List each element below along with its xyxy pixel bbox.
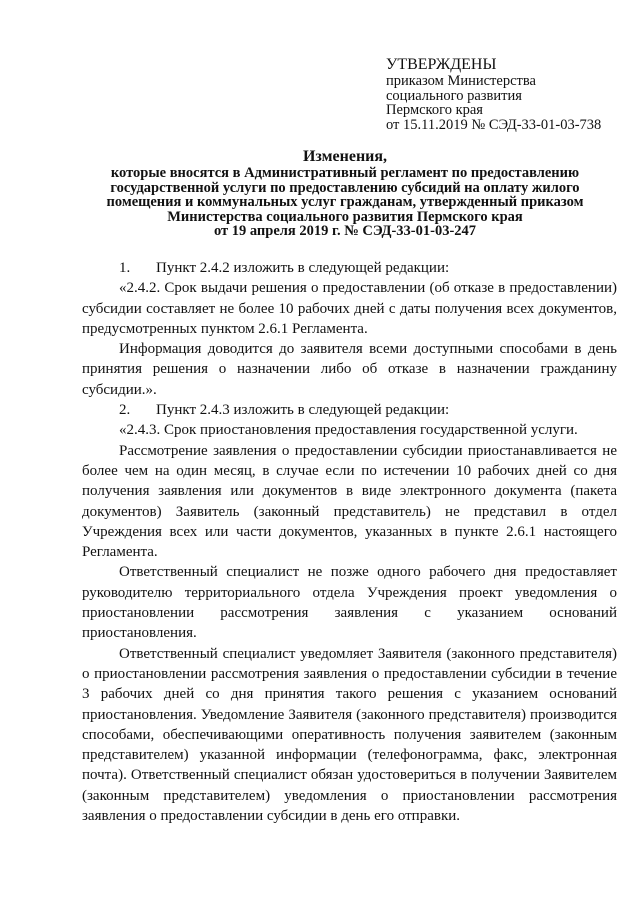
approval-line: социального развития <box>386 87 522 104</box>
title-line: помещения и коммунальных услуг гражданам, утвержденный приказом <box>106 194 584 211</box>
paragraph: Информация доводится до заявителя всеми доступными способами в день принятия решения о назначении либо об отказе в назначении гражданину субсидии.». <box>82 341 617 398</box>
approval-block <box>386 56 636 132</box>
title-heading: Изменения, <box>302 148 388 165</box>
title-line: от 19 апреля 2019 г. № СЭД-33-01-03-247 <box>213 223 477 240</box>
paragraph: Рассмотрение заявления о предоставлении субсидии приостанавливается не более чем на один месяц, в случае если по истечении 10 рабочих дней со дня получения заявления или документов в виде электронного документа (пакета документов) Заявитель (законный представитель) не представил в отдел Учреждения всех или части документов, указанных в пункте 2.6.1 настоящего Регламента. <box>82 442 617 561</box>
approval-line: Пермского края <box>386 102 483 119</box>
approval-heading: УТВЕРЖДЕНЫ <box>386 56 497 73</box>
item-lead-text: Пункт 2.4.2 изложить в следующей редакции: <box>156 260 450 276</box>
item-2-lead <box>82 400 617 420</box>
item-number: 1. <box>119 260 131 276</box>
document-title <box>80 148 610 239</box>
approval-date-number: от 15.11.2019 № СЭД-33-01-03-738 <box>386 116 602 133</box>
document-body <box>82 258 617 826</box>
paragraph: «2.4.3. Срок приостановления предоставления государственной услуги. <box>119 422 578 439</box>
title-line: Министерства социального развития Пермского края <box>167 208 523 225</box>
paragraph: «2.4.2. Срок выдачи решения о предоставлении (об отказе в предоставлении) субсидии составляет не более 10 рабочих дней с даты получения всех документов, предусмотренных пунктом 2.6.1 Регламента. <box>82 280 617 337</box>
item-number: 2. <box>119 402 131 419</box>
title-line: которые вносятся в Административный регламент по предоставлению <box>110 165 580 181</box>
item-lead-text: Пункт 2.4.3 изложить в следующей редакции: <box>156 402 450 419</box>
paragraph: Ответственный специалист уведомляет Заявителя (законного представителя) о приостановлении рассмотрения заявления о предоставлении субсидии в течение 3 рабочих дней со дня принятия такого решения с указанием оснований приостановления. Уведомление Заявителя (законного представителя) производится способами, обеспечивающими оперативность получения заявителем (законным представителем) указанной информации (телефонограмма, факс, электронная почта). Ответственный специалист обязан удостовериться в получении Заявителем (законным представителем) уведомления о приостановлении рассмотрения заявления о предоставлении субсидии в день его отправки. <box>82 645 617 825</box>
item-1-lead <box>82 258 617 278</box>
paragraph: Ответственный специалист не позже одного рабочего дня предоставляет руководителю территориального отдела Учреждения проект уведомления о приостановлении рассмотрения заявления с указанием оснований приостановления. <box>82 564 617 642</box>
approval-line: приказом Министерства <box>386 73 536 89</box>
title-line: государственной услуги по предоставлению субсидий на оплату жилого <box>110 179 580 196</box>
